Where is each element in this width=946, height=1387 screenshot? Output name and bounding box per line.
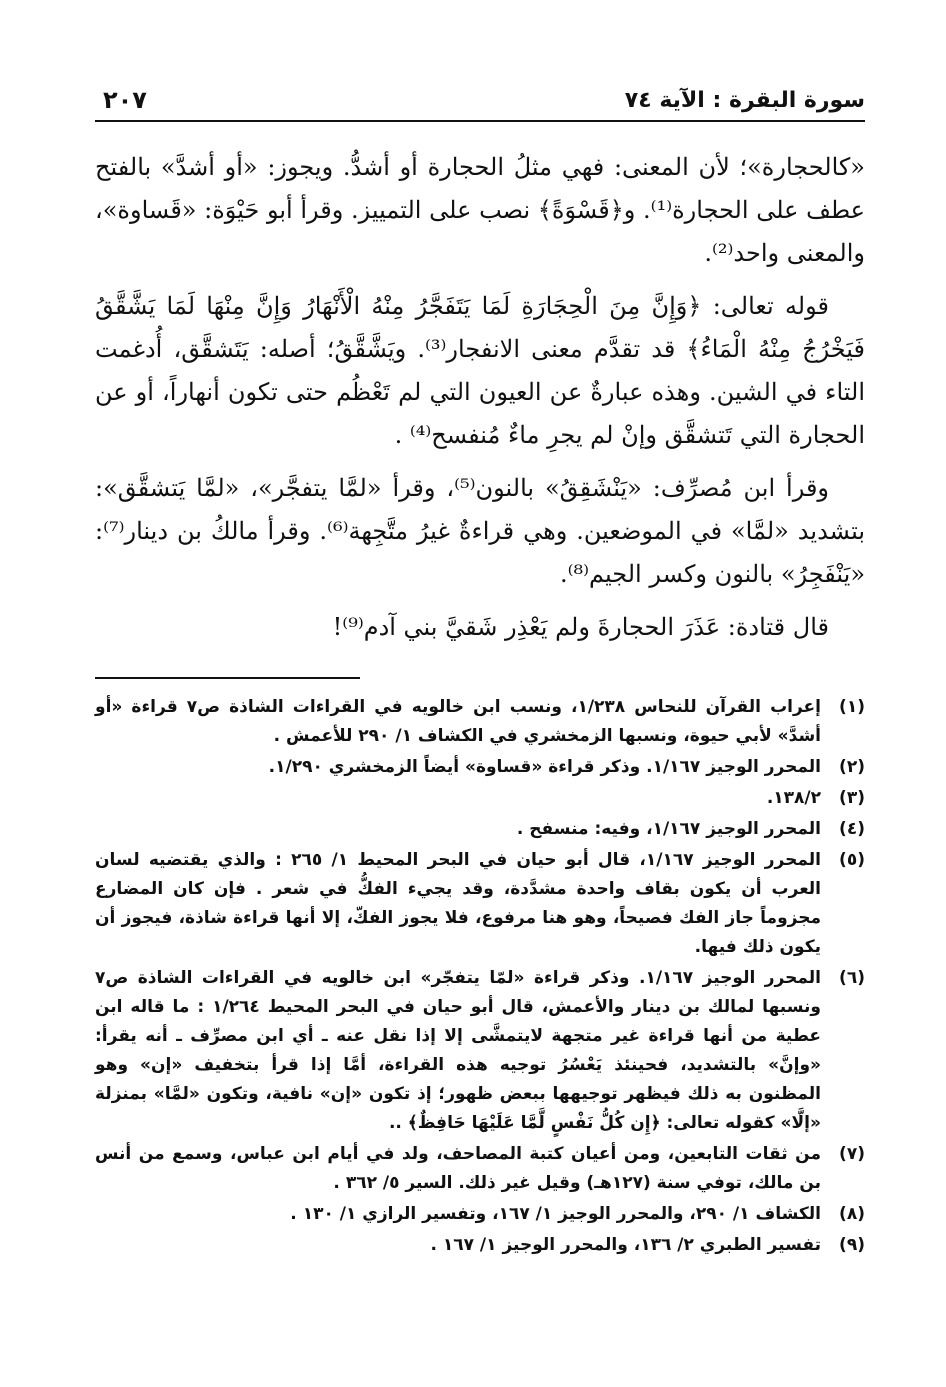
footnote-text: المحرر الوجيز ١/١٦٧. وذكر قراءة «قساوة» أيضاً الزمخشري ١/٢٩٠. (268, 757, 821, 777)
footnote-text: ١٣٨/٢. (766, 788, 821, 808)
paragraph: وقرأ ابن مُصرِّف: «يَنْشَقِقُ» بالنون⁽⁵⁾، وقرأ «لمَّا يتفجَّر»، «لمَّا يَتشقَّق»: بتشديد «لمَّا» في الموضعين. وهي قراءةٌ غيرُ متَّجِهة⁽⁶⁾. وقرأ مالكُ بن دينار⁽⁷⁾: «يَنْفَجِرُ» بالنون وكسر الجيم⁽⁸⁾. (95, 474, 865, 588)
footnote-text: المحرر الوجيز ١/١٦٧، وفيه: منسفح . (516, 819, 821, 839)
main-text (95, 146, 865, 649)
footnote-number: (١) (839, 697, 865, 717)
footnote (95, 964, 865, 1138)
running-head-title: سورة البقرة : الآية ٧٤ (624, 88, 865, 113)
footnote-text: تفسير الطبري ٢/ ١٣٦، والمحرر الوجيز ١/ ١٦٧ . (430, 1235, 821, 1255)
footnote-number: (٣) (839, 788, 865, 808)
footnote (95, 753, 865, 782)
running-head (95, 80, 865, 122)
page-number: ٢٠٧ (103, 86, 147, 114)
footnote-number: (٧) (839, 1144, 865, 1164)
footnote (95, 784, 865, 813)
footnote (95, 846, 865, 962)
footnote-number: (٥) (839, 850, 865, 870)
footnotes (95, 693, 865, 1260)
footnote (95, 815, 865, 844)
footnote-text: الكشاف ١/ ٢٩٠، والمحرر الوجيز ١/ ١٦٧، وتفسير الرازي ١/ ١٣٠ . (290, 1204, 821, 1224)
footnote-text: إعراب القرآن للنحاس ١/٢٣٨، ونسب ابن خالويه في القراءات الشاذة ص٧ قراءة «أو أشدَّ» لأبي حيوة، ونسبها الزمخشري في الكشاف ١/ ٢٩٠ للأعمش . (95, 697, 821, 746)
footnote-number: (٦) (839, 968, 865, 988)
footnote (95, 1140, 865, 1198)
footnote-number: (٩) (839, 1235, 865, 1255)
footnote-number: (٨) (839, 1204, 865, 1224)
paragraph: قوله تعالى: ﴿وَإِنَّ مِنَ الْحِجَارَةِ لَمَا يَتَفَجَّرُ مِنْهُ الْأَنْهَارُ وَإِنَّ مِنْهَا لَمَا يَشَّقَّقُ فَيَخْرُجُ مِنْهُ الْمَاءُ﴾ قد تقدَّم معنى الانفجار⁽³⁾. ويَشَّقَّقُ؛ أصله: يَتَشقَّق، أُدغمت التاء في الشين. وهذه عبارةٌ عن العيون التي لم تَعْظُم حتى تكون أنهاراً، أو عن الحجارة التي تَتشقَّق وإنْ لم يجرِ ماءٌ مُنفسح⁽⁴⁾ . (95, 292, 866, 449)
footnote-number: (٤) (839, 819, 865, 839)
footnote (95, 1231, 865, 1260)
paragraph: قال قتادة: عَذَرَ الحجارةَ ولم يَعْذِر شَقيَّ بني آدم⁽⁹⁾! (332, 613, 829, 641)
footnote-text: من ثقات التابعين، ومن أعيان كتبة المصاحف، ولد في أيام ابن عباس، وسمع من أنس بن مالك، توفي سنة (١٢٧هـ) وقيل غير ذلك. السير ٥/ ٣٦٢ . (95, 1144, 821, 1193)
footnote-text: المحرر الوجيز ١/١٦٧، قال أبو حيان في البحر المحيط ١/ ٢٦٥ : والذي يقتضيه لسان العرب أن يكون بقاف واحدة مشدَّدة، وقد يجيء الفكُّ في شعر . فإن كان المضارع مجزوماً جاز الفك فصيحاً، وهو هنا مرفوع، فلا يجوز الفكّ، إلا أنها قراءة شاذة، فيجوز أن يكون ذلك فيها. (95, 850, 821, 957)
footnote (95, 1200, 865, 1229)
book-page (95, 80, 865, 1262)
footnote-number: (٢) (839, 757, 865, 777)
footnote-text: المحرر الوجيز ١/١٦٧. وذكر قراءة «لمّا يتفجّر» ابن خالويه في القراءات الشاذة ص٧ ونسبها لمالك بن دينار والأعمش، قال أبو حيان في البحر المحيط ١/٢٦٤ : ما قاله ابن عطية من أنها قراءة غير متجهة لايتمشَّى إلا إذا نقل عنه ـ أي ابن مصرِّف ـ أنه يقرأ: «وإنَّ» بالتشديد، فحينئذ يَعْسُرُ توجيه هذه القراءة، أمَّا إذا قرأ بتخفيف «إن» وهو المظنون به ذلك فيظهر توجيهها ببعض ظهور؛ إذ تكون «إن» نافية، وتكون «لمَّا» بمنزلة «إلَّا» كقوله تعالى: ﴿إِن كُلُّ نَفْسٍ لَّمَّا عَلَيْهَا حَافِظٌ﴾ .. (95, 968, 821, 1133)
footnote (95, 693, 865, 751)
paragraph: «كالحجارة»؛ لأن المعنى: فهي مثلُ الحجارة أو أشدُّ. ويجوز: «أو أشدَّ» بالفتح عطف على الحجارة⁽¹⁾. و﴿قَسْوَةً﴾ نصب على التمييز. وقرأ أبو حَيْوَة: «قَساوة»، والمعنى واحد⁽²⁾. (95, 153, 866, 267)
footnote-separator (95, 677, 360, 679)
